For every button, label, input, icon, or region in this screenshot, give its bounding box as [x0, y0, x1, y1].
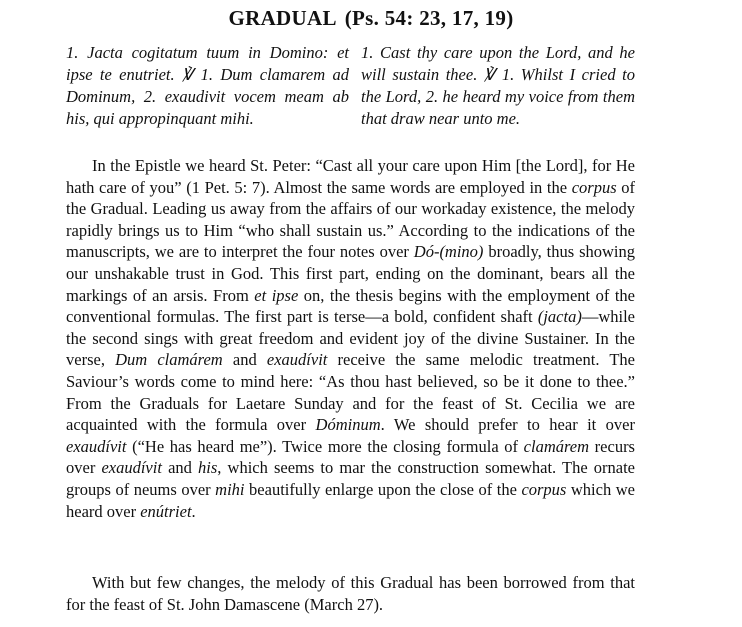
text-run: of the Gradual. Leading us away from the affairs of our workaday — [66, 177, 635, 219]
text-run: broadly, thus showing our unshakable trust in God. This first part, ending on the dominant, bears all the markings of an arsis. From — [66, 242, 635, 305]
emphasis: corpus — [571, 177, 617, 197]
emphasis: his — [198, 458, 218, 478]
title-reference: (Ps. 54: 23, 17, 19) — [344, 6, 514, 30]
closing-paragraph: With but few changes, the melody of this Gradual has been borrowed from that for the feast of St. John Damascene (March 27). — [66, 573, 635, 614]
text-run: beautifully enlarge upon the close of the — [244, 479, 522, 499]
text-run: recurs over — [66, 436, 635, 478]
english-translation: 1. Cast thy care upon the Lord, and he will sustain thee. ℣ 1. Whilst I cried to the Lord, 2. he heard my voice from them that draw near unto me. — [361, 43, 635, 128]
emphasis: Dóminum — [315, 415, 381, 435]
text-run: In the Epistle we heard St. Peter: “Cast all your care upon Him [the Lord], for He hath care of you” (1 Pet. 5: 7). Almost the same words are employed in the — [66, 156, 635, 197]
text-run: existence, the melody rapidly brings us to Him “who shall sustain us.” According to the indications of the manuscripts, we are to interpret the four notes over — [66, 199, 635, 262]
emphasis: exaudívit — [266, 350, 328, 370]
emphasis: enútriet — [140, 501, 192, 521]
emphasis: clamárem — [523, 436, 590, 456]
emphasis: corpus — [521, 479, 567, 499]
emphasis: et ipse — [254, 285, 299, 305]
emphasis: mihi — [215, 479, 245, 499]
text-run: , which seems to mar the construction somewhat. The ornate groups of neums over — [66, 458, 635, 499]
commentary-paragraph — [66, 155, 635, 522]
text-run: —while the second sings with great freedom and evident joy of the divine Sustainer. In the verse, — [66, 307, 635, 370]
emphasis: Dum clamárem — [115, 350, 223, 370]
emphasis: (jacta) — [537, 307, 582, 327]
text-run: which we heard over — [66, 479, 635, 521]
page-title — [0, 6, 742, 31]
emphasis: exaudívit — [66, 436, 127, 456]
emphasis: Dó-(mino) — [413, 242, 484, 262]
text-run: receive the same melodic treatment. The Saviour’s words come to mind here: “As thou hast believed, so be it done to thee.” From the Graduals for Laetare Sunday and for the feast of St. Cecilia we are acquainted with the formula over — [66, 350, 635, 435]
emphasis: exaudívit — [101, 458, 162, 478]
text-run: and — [161, 458, 199, 478]
text-run: and — [222, 350, 267, 370]
text-run: . — [191, 501, 196, 521]
text-run: . We should prefer to hear it over — [380, 415, 635, 435]
latin-text: 1. Jacta cogitatum tuum in Domino: et ipse te enutriet. ℣ 1. Dum clamarem ad Dominum, 2. exaudivit vocem meam ab his, qui appropinquant mihi. — [66, 43, 349, 128]
text-run: on, the thesis begins with the employment of the conventional formulas. The first part is terse—a bold, confident shaft — [66, 285, 635, 327]
title-main: GRADUAL — [228, 6, 337, 30]
text-run: (“He has heard me”). Twice more the closing formula of — [126, 436, 524, 456]
